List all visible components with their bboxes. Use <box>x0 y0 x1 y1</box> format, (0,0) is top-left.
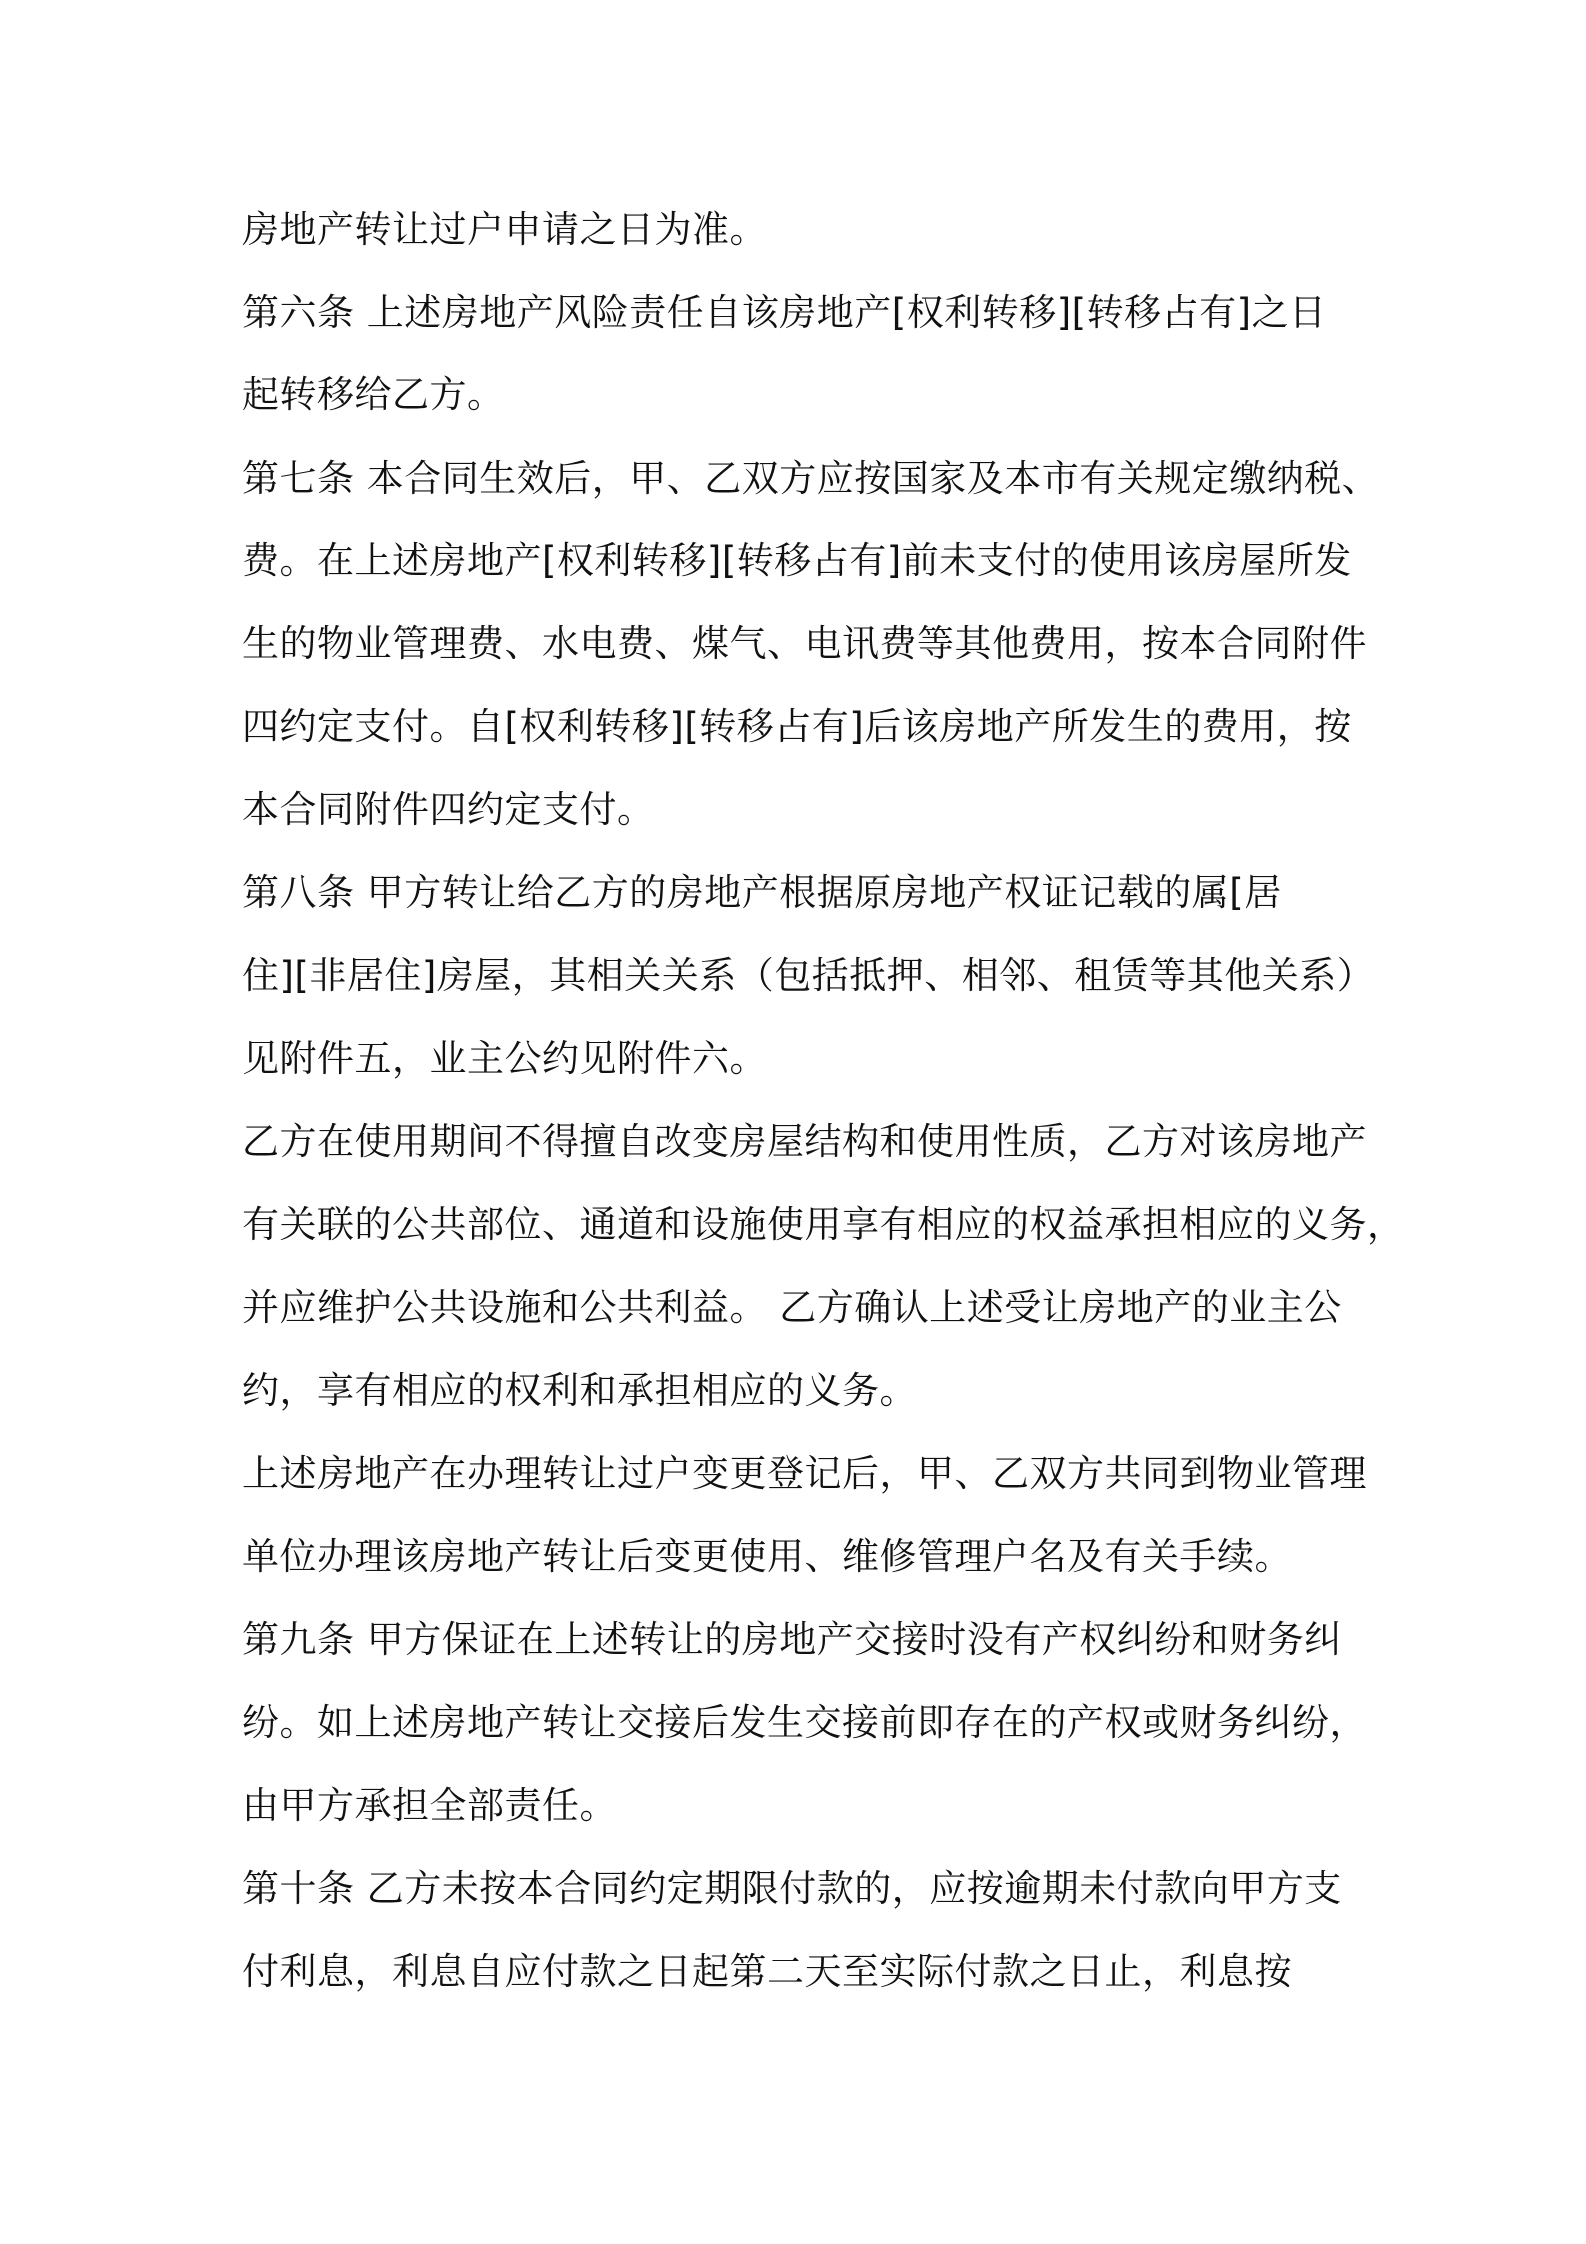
text-line-2: 第六条 上述房地产风险责任自该房地产[权利转移][转移占有]之日 <box>242 291 1327 334</box>
text-line-12: 乙方在使用期间不得擅自改变房屋结构和使用性质，乙方对该房地产 <box>242 1120 1367 1163</box>
text-line-15: 约，享有相应的权利和承担相应的义务。 <box>242 1369 917 1412</box>
text-line-20: 由甲方承担全部责任。 <box>242 1784 617 1827</box>
text-line-7: 四约定支付。自[权利转移][转移占有]后该房地产所发生的费用，按 <box>242 705 1352 748</box>
text-line-19: 纷。如上述房地产转让交接后发生交接前即存在的产权或财务纠纷， <box>242 1701 1367 1744</box>
text-line-6: 生的物业管理费、水电费、煤气、电讯费等其他费用，按本合同附件 <box>242 622 1367 665</box>
text-line-1: 房地产转让过户申请之日为准。 <box>242 208 767 251</box>
text-line-16: 上述房地产在办理转让过户变更登记后，甲、乙双方共同到物业管理 <box>242 1452 1367 1495</box>
text-line-21: 第十条 乙方未按本合同约定期限付款的，应按逾期未付款向甲方支 <box>242 1867 1342 1910</box>
text-line-10: 住][非居住]房屋，其相关关系（包括抵押、相邻、租赁等其他关系） <box>242 954 1375 997</box>
text-line-13: 有关联的公共部位、通道和设施使用享有相应的权益承担相应的义务， <box>242 1203 1405 1246</box>
text-line-18: 第九条 甲方保证在上述转让的房地产交接时没有产权纠纷和财务纠 <box>242 1618 1342 1661</box>
text-line-14: 并应维护公共设施和公共利益。 乙方确认上述受让房地产的业主公 <box>242 1286 1342 1329</box>
text-line-8: 本合同附件四约定支付。 <box>242 788 655 831</box>
text-line-17: 单位办理该房地产转让后变更使用、维修管理户名及有关手续。 <box>242 1535 1292 1578</box>
text-line-4: 第七条 本合同生效后，甲、乙双方应按国家及本市有关规定缴纳税、 <box>242 457 1380 500</box>
text-line-3: 起转移给乙方。 <box>242 373 505 416</box>
text-line-22: 付利息，利息自应付款之日起第二天至实际付款之日止，利息按 <box>242 1950 1292 1993</box>
text-line-11: 见附件五，业主公约见附件六。 <box>242 1037 767 1080</box>
text-line-5: 费。在上述房地产[权利转移][转移占有]前未支付的使用该房屋所发 <box>242 539 1352 582</box>
text-line-9: 第八条 甲方转让给乙方的房地产根据原房地产权证记载的属[居 <box>242 871 1282 914</box>
